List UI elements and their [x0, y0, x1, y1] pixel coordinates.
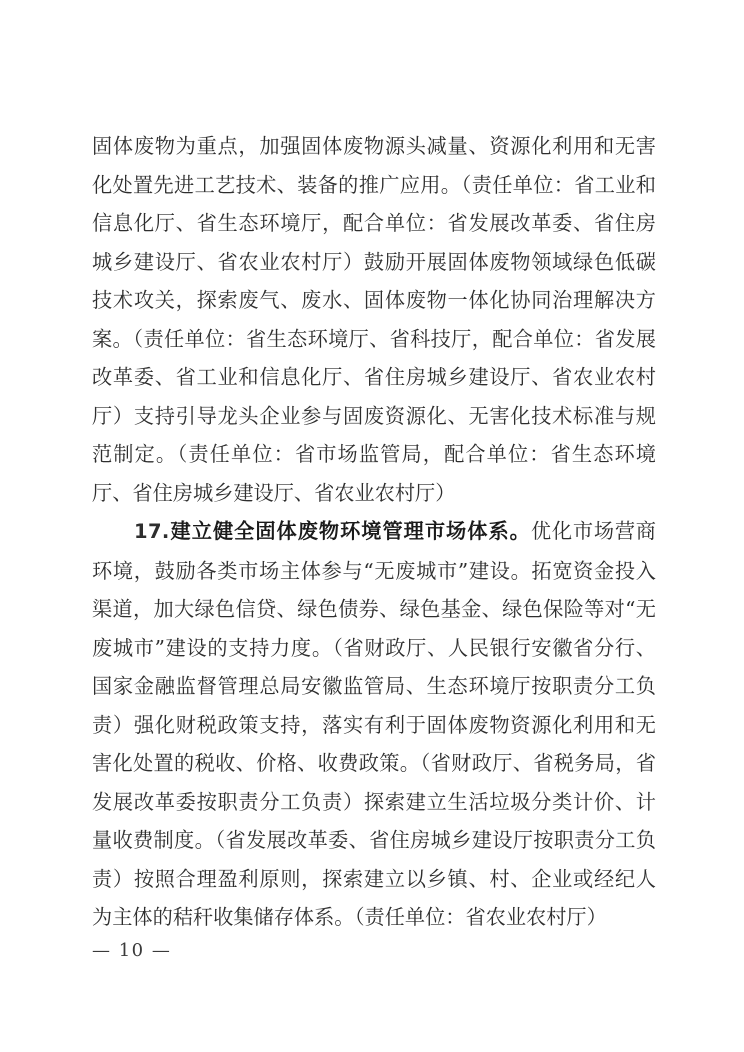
item-number-17: 17.	[134, 520, 170, 543]
item-17-heading: 建立健全固体废物环境管理市场体系。	[169, 519, 531, 543]
item-17-body-text: 优化市场营商环境，鼓励各类市场主体参与“无废城市”建设。拓宽资金投入渠道，加大绿色信贷、绿色债券、绿色基金、绿色保险等对“无废城市”建设的支持力度。（省财政厅、人民银行安徽省分行、国家金融监督管理总局安徽监管局、生态环境厅按职责分工负责）强化财税政策支持，落实有利于固体废物资源化利用和无害化处置的税收、价格、收费政策。（省财政厅、省税务局，省发展改革委按职责分工负责）探索建立生活垃圾分类计价、计量收费制度。（省发展改革委、省住房城乡建设厅按职责分工负责）按照合理盈利原则，探索建立以乡镇、村、企业或经纪人为主体的秸秆收集储存体系。（责任单位：省农业农村厅）	[92, 519, 656, 929]
page-number: — 10 —	[92, 940, 172, 961]
paragraph-continuation: 固体废物为重点，加强固体废物源头减量、资源化利用和无害化处置先进工艺技术、装备的推广应用。（责任单位：省工业和信息化厅、省生态环境厅，配合单位：省发展改革委、省住房城乡建设厅、省农业农村厅）鼓励开展固体废物领域绿色低碳技术攻关，探索废气、废水、固体废物一体化协同治理解决方案。（责任单位：省生态环境厅、省科技厅，配合单位：省发展改革委、省工业和信息化厅、省住房城乡建设厅、省农业农村厅）支持引导龙头企业参与固废资源化、无害化技术标准与规范制定。（责任单位：省市场监管局，配合单位：省生态环境厅、省住房城乡建设厅、省农业农村厅）	[92, 134, 656, 505]
paragraph-item-17	[92, 512, 656, 937]
document-text-column	[92, 127, 656, 937]
